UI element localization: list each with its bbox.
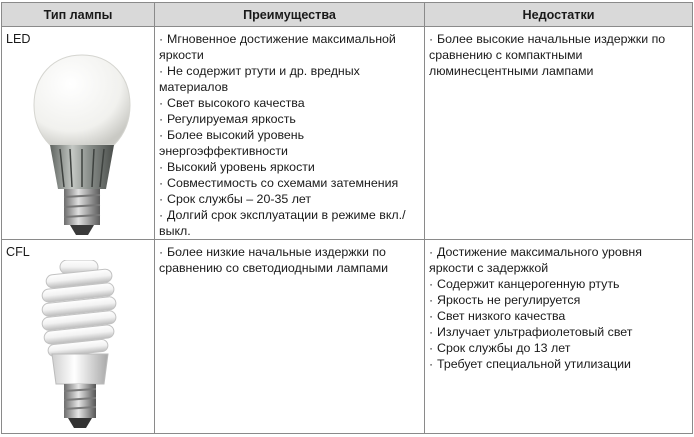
type-cell-led xyxy=(2,27,155,240)
list-item xyxy=(429,276,688,292)
bullet-icon: · xyxy=(429,32,434,46)
bullet-icon: · xyxy=(429,341,434,355)
list-item-text: Срок службы до 13 лет xyxy=(437,341,571,355)
list-item xyxy=(429,292,688,308)
list-item xyxy=(159,127,420,159)
list-item-text: Более высокий уровень энергоэффективности xyxy=(159,128,305,158)
list-item-text: Яркость не регулируется xyxy=(437,293,581,307)
bullet-icon: · xyxy=(429,325,434,339)
bullet-icon: · xyxy=(159,208,164,222)
list-item-text: Не содержит ртути и др. вредных материалов xyxy=(159,64,360,94)
list-item-text: Свет низкого качества xyxy=(437,309,566,323)
list-item xyxy=(429,356,688,372)
list-item xyxy=(159,95,420,111)
advantages-list xyxy=(155,27,424,239)
list-item-text: Высокий уровень яркости xyxy=(167,160,315,174)
list-item xyxy=(429,308,688,324)
list-item xyxy=(159,244,420,276)
header-advantages: Преимущества xyxy=(155,3,425,27)
list-item xyxy=(159,63,420,95)
advantages-list xyxy=(155,240,424,276)
list-item-text: Регулируемая яркость xyxy=(167,112,296,126)
list-item-text: Долгий срок эксплуатации в режиме вкл./выкл. xyxy=(159,208,406,238)
list-item xyxy=(429,244,688,276)
bullet-icon: · xyxy=(159,176,164,190)
led-bulb-icon xyxy=(30,51,134,237)
cfl-bulb-icon xyxy=(38,260,122,432)
bullet-icon: · xyxy=(429,357,434,371)
list-item-text: Совместимость со схемами затемнения xyxy=(167,176,399,190)
bullet-icon: · xyxy=(159,96,164,110)
type-label: LED xyxy=(6,32,31,46)
list-item-text: Достижение максимального уровня яркости с задержкой xyxy=(429,245,642,275)
list-item-text: Свет высокого качества xyxy=(167,96,305,110)
list-item-text: Содержит канцерогенную ртуть xyxy=(437,277,620,291)
list-item xyxy=(159,159,420,175)
disadvantages-list xyxy=(425,27,692,79)
list-item xyxy=(159,175,420,191)
advantages-cell-led xyxy=(155,27,425,240)
type-cell-cfl xyxy=(2,240,155,434)
bullet-icon: · xyxy=(429,293,434,307)
header-row xyxy=(2,3,693,27)
bullet-icon: · xyxy=(429,245,434,259)
list-item-text: Излучает ультрафиолетовый свет xyxy=(437,325,633,339)
disadvantages-cell-cfl xyxy=(425,240,693,434)
bullet-icon: · xyxy=(159,128,164,142)
bullet-icon: · xyxy=(429,277,434,291)
bullet-icon: · xyxy=(159,192,164,206)
bullet-icon: · xyxy=(159,160,164,174)
list-item xyxy=(159,111,420,127)
list-item xyxy=(159,191,420,207)
bullet-icon: · xyxy=(429,309,434,323)
list-item xyxy=(429,340,688,356)
bullet-icon: · xyxy=(159,32,164,46)
list-item-text: Мгновенное достижение максимальной яркости xyxy=(159,32,396,62)
list-item xyxy=(159,31,420,63)
list-item-text: Более высокие начальные издержки по сравнению с компактными люминесцентными лампами xyxy=(429,32,666,78)
bullet-icon: · xyxy=(159,64,164,78)
list-item xyxy=(429,324,688,340)
list-item-text: Требует специальной утилизации xyxy=(437,357,631,371)
disadvantages-list xyxy=(425,240,692,372)
disadvantages-cell-led xyxy=(425,27,693,240)
list-item-text: Срок службы – 20-35 лет xyxy=(167,192,312,206)
list-item xyxy=(429,31,688,79)
list-item-text: Более низкие начальные издержки по сравнению со светодиодными лампами xyxy=(159,245,389,275)
table-row xyxy=(2,27,693,240)
type-label: CFL xyxy=(6,245,30,259)
bullet-icon: · xyxy=(159,112,164,126)
table-row xyxy=(2,240,693,434)
list-item xyxy=(159,207,420,239)
comparison-table xyxy=(1,2,693,434)
header-disadvantages: Недостатки xyxy=(425,3,693,27)
bullet-icon: · xyxy=(159,245,164,259)
header-type: Тип лампы xyxy=(2,3,155,27)
advantages-cell-cfl xyxy=(155,240,425,434)
